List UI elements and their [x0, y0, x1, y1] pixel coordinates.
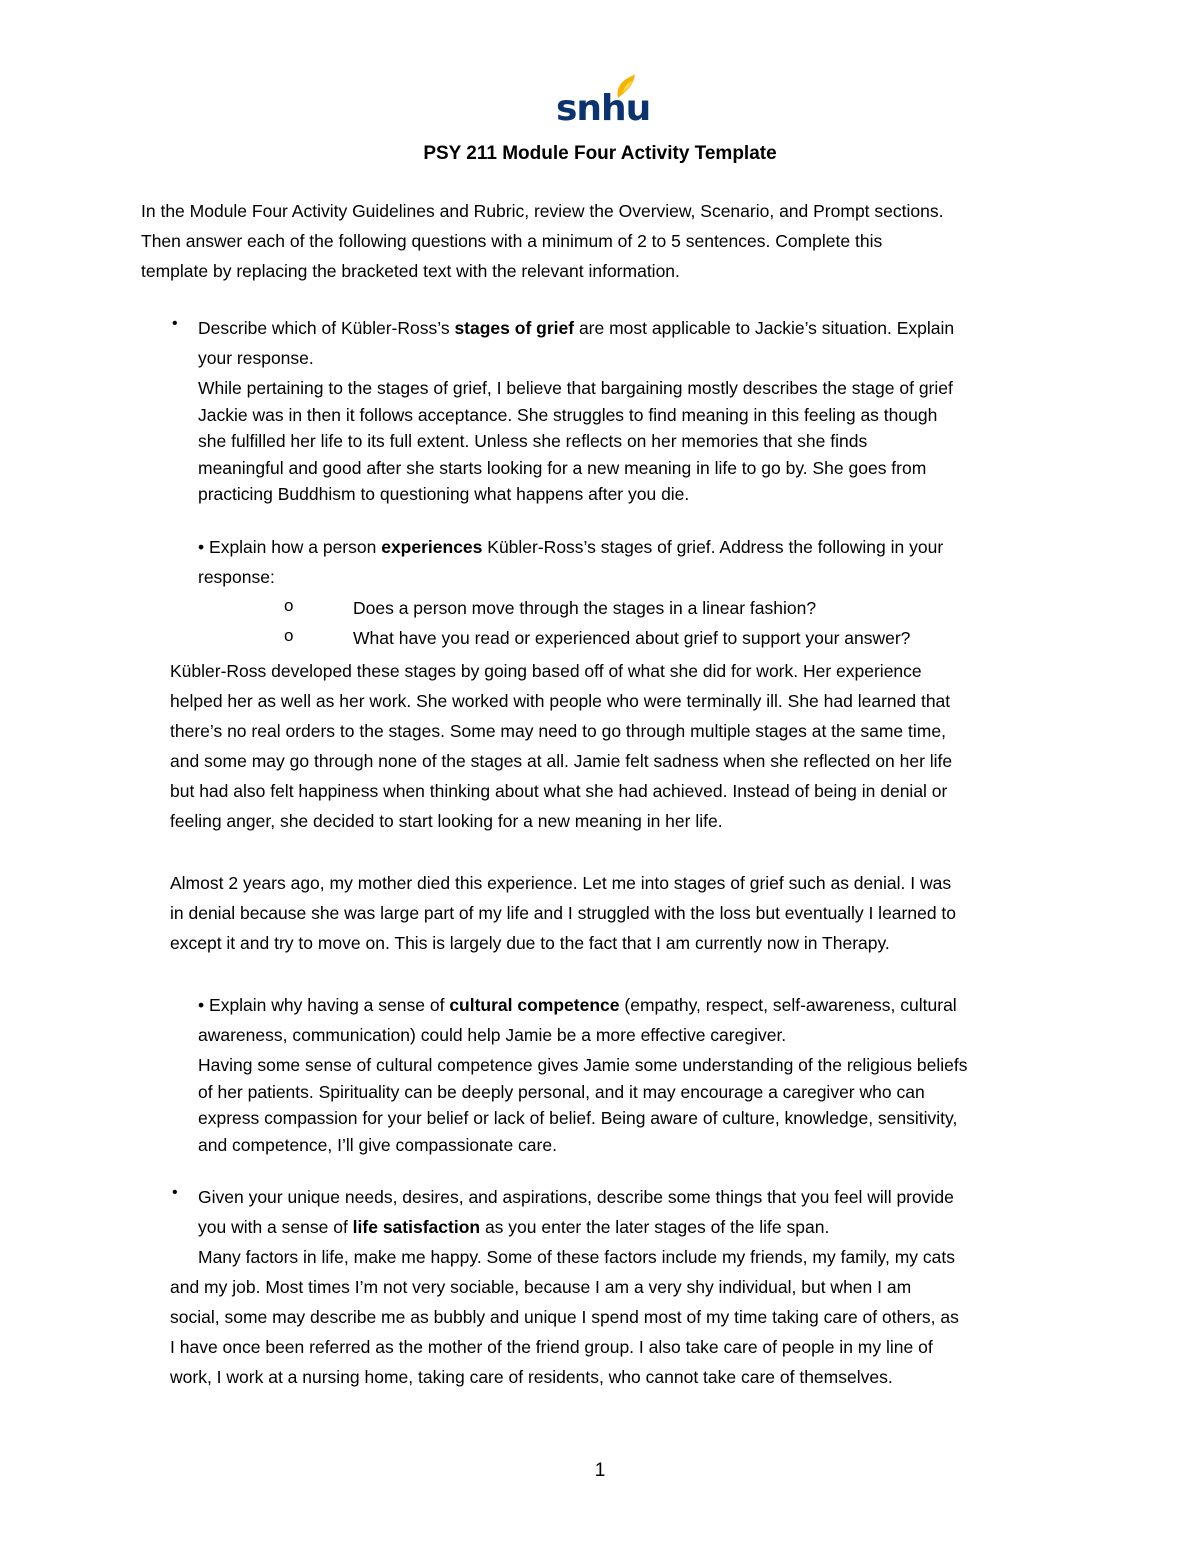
answer-line: While pertaining to the stages of grief, I believe that bargaining mostly describes the stage of grief	[198, 378, 953, 398]
answer-line: practicing Buddhism to questioning what happens after you die.	[198, 484, 690, 504]
answer-line: social, some may describe me as bubbly and unique I spend most of my time taking care of others, as	[170, 1307, 959, 1327]
question-1	[198, 313, 954, 373]
answer-line: Almost 2 years ago, my mother died this experience. Let me into stages of grief such as denial. I was	[170, 873, 952, 893]
intro-paragraph	[141, 196, 943, 286]
answer-line: except it and try to move on. This is largely due to the fact that I am currently now in Therapy.	[170, 933, 890, 953]
answer-line: Many factors in life, make me happy. Some of these factors include my friends, my family, my cats	[198, 1247, 955, 1267]
answer-line: and some may go through none of the stages at all. Jamie felt sadness when she reflected on her life	[170, 751, 953, 771]
answer-3	[198, 1052, 967, 1158]
question-4	[198, 1182, 954, 1242]
question-3-line-2: awareness, communication) could help Jamie be a more effective caregiver.	[198, 1025, 787, 1045]
sub-item: What have you read or experienced about grief to support your answer?	[353, 628, 911, 648]
answer-2	[170, 656, 952, 836]
answer-line: and competence, I’ll give compassionate care.	[198, 1134, 557, 1155]
sub-bullet-icon: o	[284, 596, 294, 615]
question-2	[198, 532, 943, 592]
page-title: PSY 211 Module Four Activity Template	[423, 143, 777, 164]
answer-line: she fulfilled her life to its full extent. Unless she reflects on her memories that she finds	[198, 431, 868, 451]
question-1-line-1: Describe which of Kübler-Ross’s stages of grief are most applicable to Jackie’s situation. Explain	[198, 318, 955, 338]
answer-line: but had also felt happiness when thinking about what she had achieved. Instead of being in denial or	[170, 781, 948, 801]
question-2-line-2: response:	[198, 567, 275, 587]
question-3	[198, 990, 957, 1050]
answer-line: Kübler-Ross developed these stages by going based off of what she did for work. Her experience	[170, 661, 922, 681]
answer-line: feeling anger, she decided to start looking for a new meaning in her life.	[170, 811, 723, 831]
intro-line: template by replacing the bracketed text with the relevant information.	[141, 261, 680, 281]
sub-item: Does a person move through the stages in a linear fashion?	[353, 598, 817, 618]
answer-line: work, I work at a nursing home, taking care of residents, who cannot take care of themselves.	[170, 1367, 893, 1387]
sub-bullet-icon: o	[284, 626, 294, 645]
answer-line: and my job. Most times I’m not very sociable, because I am a very shy individual, but when I am	[170, 1277, 912, 1297]
question-4-line-1: Given your unique needs, desires, and aspirations, describe some things that you feel will provide	[198, 1187, 954, 1207]
answer-line: in denial because she was large part of my life and I struggled with the loss but eventually I learned to	[170, 903, 957, 923]
intro-line: In the Module Four Activity Guidelines and Rubric, review the Overview, Scenario, and Prompt sections.	[141, 201, 944, 221]
question-3-line-1: • Explain why having a sense of cultural competence (empathy, respect, self-awareness, cultural	[198, 995, 957, 1015]
answer-1	[198, 375, 953, 508]
question-1-line-2: your response.	[198, 348, 314, 368]
answer-line: I have once been referred as the mother of the friend group. I also take care of people in my line of	[170, 1337, 933, 1357]
answer-line: express compassion for your belief or lack of belief. Being aware of culture, knowledge, sensitivity,	[198, 1108, 958, 1128]
logo-wordmark: snhu	[556, 88, 651, 129]
answer-2-personal	[170, 868, 956, 958]
bullet-icon: •	[172, 315, 178, 332]
question-4-line-2: you with a sense of life satisfaction as you enter the later stages of the life span.	[198, 1217, 830, 1237]
answer-line: meaningful and good after she starts looking for a new meaning in life to go by. She goes from	[198, 457, 927, 478]
answer-4	[170, 1242, 959, 1392]
snhu-logo	[556, 74, 651, 132]
answer-line: Having some sense of cultural competence gives Jamie some understanding of the religious beliefs	[198, 1055, 968, 1075]
answer-line: helped her as well as her work. She worked with people who were terminally ill. She had learned that	[170, 691, 951, 711]
answer-line: there’s no real orders to the stages. Some may need to go through multiple stages at the same time,	[170, 721, 946, 741]
answer-line: Jackie was in then it follows acceptance. She struggles to find meaning in this feeling as though	[198, 404, 938, 425]
page-number: 1	[594, 1460, 606, 1481]
question-2-line-1: • Explain how a person experiences Kübler-Ross’s stages of grief. Address the following in your	[198, 537, 944, 557]
bullet-icon: •	[172, 1184, 178, 1201]
intro-line: Then answer each of the following questions with a minimum of 2 to 5 sentences. Complete this	[141, 231, 883, 251]
answer-line: of her patients. Spirituality can be deeply personal, and it may encourage a caregiver who can	[198, 1081, 925, 1102]
